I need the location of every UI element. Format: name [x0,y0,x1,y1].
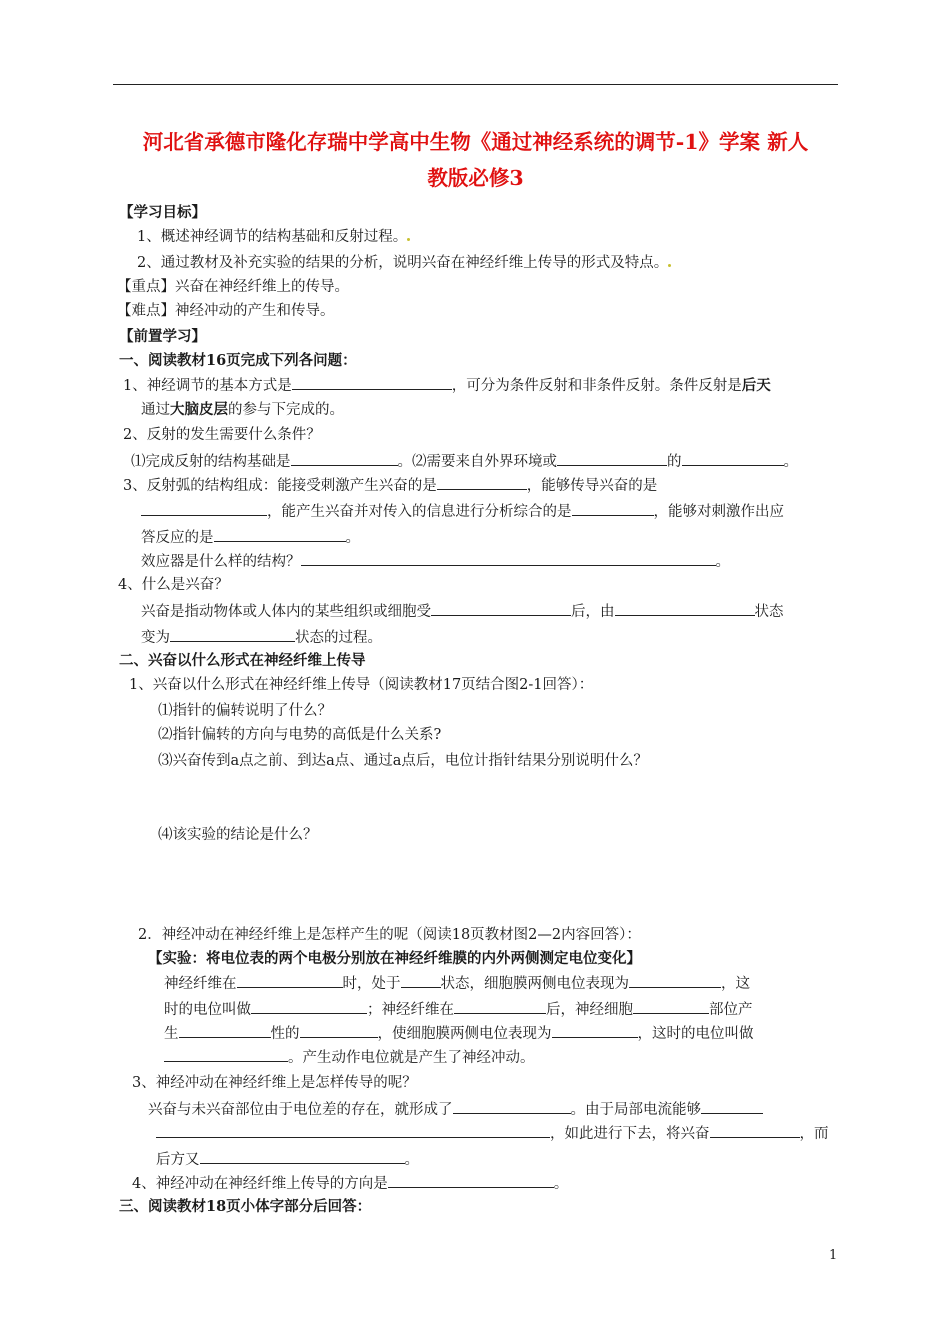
section2-question3: 3、神经冲动在神经纤维上是怎样传导的呢？ [132,1075,417,1091]
header-rule [113,84,838,85]
key-point: 【重点】兴奋在神经纤维上的传导。 [117,279,349,295]
blank-field[interactable] [629,973,721,988]
objectives-heading: 【学习目标】 [119,204,206,221]
blank-field[interactable] [615,601,755,616]
blank-field[interactable] [170,627,295,642]
section2-question1: 1、兴奋以什么形式在神经纤维上传导（阅读教材17页结合图2-1回答）： [129,677,594,693]
blank-field[interactable] [179,1023,271,1038]
blank-field[interactable] [292,375,452,390]
difficulty-point: 【难点】神经冲动的产生和传导。 [117,303,335,319]
blank-field[interactable] [566,551,716,566]
question1-line2: 通过大脑皮层的参与下完成的。 [141,401,344,418]
preview-heading: 【前置学习】 [119,328,206,345]
blank-field[interactable] [710,1123,800,1138]
section1-title: 一、阅读教材16页完成下列各问题： [119,352,357,369]
section2-question1-sub3: ⑶兴奋传到a点之前、到达a点、通过a点后，电位计指针结果分别说明什么？ [158,753,648,769]
blank-field[interactable] [557,451,667,466]
blank-field[interactable] [141,501,267,516]
blank-field[interactable] [424,1123,550,1138]
question4-line1: 兴奋是指动物体或人体内的某些组织或细胞受 后，由 状态 [141,601,784,622]
section2-question4: 4、神经冲动在神经纤维上传导的方向是 。 [132,1173,568,1194]
document-title-line1: 河北省承德市隆化存瑞中学高中生物《通过神经系统的调节-1》学案 新人 [142,130,809,154]
blank-field[interactable] [401,973,441,988]
section2-question1-sub2: ⑵指针偏转的方向与电势的高低是什么关系? [158,727,442,743]
experiment-line3: 生 性的 ，使细胞膜两侧电位表现为 ，这时的电位叫做 [164,1023,754,1044]
blank-field[interactable] [633,999,709,1014]
question3-line2: ，能产生兴奋并对传入的信息进行分析综合的是 ，能够对刺激作出应 [141,501,784,522]
objective-1: 1、概述神经调节的结构基础和反射过程。 [137,227,410,247]
blank-field[interactable] [200,1149,405,1164]
section2-question1-sub4: ⑷该实验的结论是什么？ [158,827,318,843]
section2-question3-line2: ，如此进行下去，将兴奋 ，而 [156,1123,829,1144]
section3-title: 三、阅读教材18页小体字部分后回答： [119,1198,372,1215]
blank-field[interactable] [552,1023,638,1038]
section2-question2: 2．神经冲动在神经纤维上是怎样产生的呢（阅读18页教材图2—2内容回答）： [138,927,641,943]
blank-field[interactable] [291,451,398,466]
blank-field[interactable] [300,1023,378,1038]
blank-field[interactable] [453,1099,571,1114]
blank-field[interactable] [701,1099,763,1114]
question3-line4: 效应器是什么样的结构？ 。 [141,551,730,572]
blank-field[interactable] [572,501,654,516]
question2-sub1: ⑴完成反射的结构基础是 。⑵需要来自外界环境或 的 。 [131,451,798,472]
section2-question1-sub1: ⑴指针的偏转说明了什么？ [158,703,332,719]
objective-2: 2、通过教材及补充实验的结果的分析，说明兴奋在神经纤维上传导的形式及特点。 [137,253,671,273]
blank-field[interactable] [214,527,346,542]
experiment-line4: 。产生动作电位就是产生了神经冲动。 [164,1047,535,1068]
blank-field[interactable] [251,999,367,1014]
question2: 2、反射的发生需要什么条件？ [123,427,321,443]
blank-field[interactable] [156,1123,424,1138]
experiment-line1: 神经纤维在 时，处于 状态，细胞膜两侧电位表现为 ，这 [164,973,750,994]
section2-question3-line3: 后方又 。 [156,1149,419,1170]
page-number: 1 [829,1248,838,1263]
question4: 4、什么是兴奋？ [118,577,229,593]
section2-title: 二、兴奋以什么形式在神经纤维上传导 [119,652,366,669]
experiment-line2: 时的电位叫做 ；神经纤维在 后，神经细胞 部位产 [164,999,753,1020]
question3-line3: 答反应的是 。 [141,527,360,548]
section2-question3-line1: 兴奋与未兴奋部位由于电位差的存在，就形成了 。由于局部电流能够 [148,1099,763,1120]
question3-line1: 3、反射弧的结构组成：能接受刺激产生兴奋的是 ，能够传导兴奋的是 [123,475,657,496]
experiment-heading: 【实验：将电位表的两个电极分别放在神经纤维膜的内外两侧测定电位变化】 [148,950,641,967]
blank-field[interactable] [388,1173,554,1188]
blank-field[interactable] [301,551,566,566]
blank-field[interactable] [164,1047,288,1062]
question4-line2: 变为 状态的过程。 [141,627,382,648]
document-title-line2: 教版必修3 [427,166,524,190]
blank-field[interactable] [682,451,784,466]
blank-field[interactable] [237,973,343,988]
blank-field[interactable] [437,475,527,490]
question1-line1: 1、神经调节的基本方式是 ，可分为条件反射和非条件反射。条件反射是后天 [123,377,771,394]
blank-field[interactable] [431,601,571,616]
blank-field[interactable] [454,999,546,1014]
